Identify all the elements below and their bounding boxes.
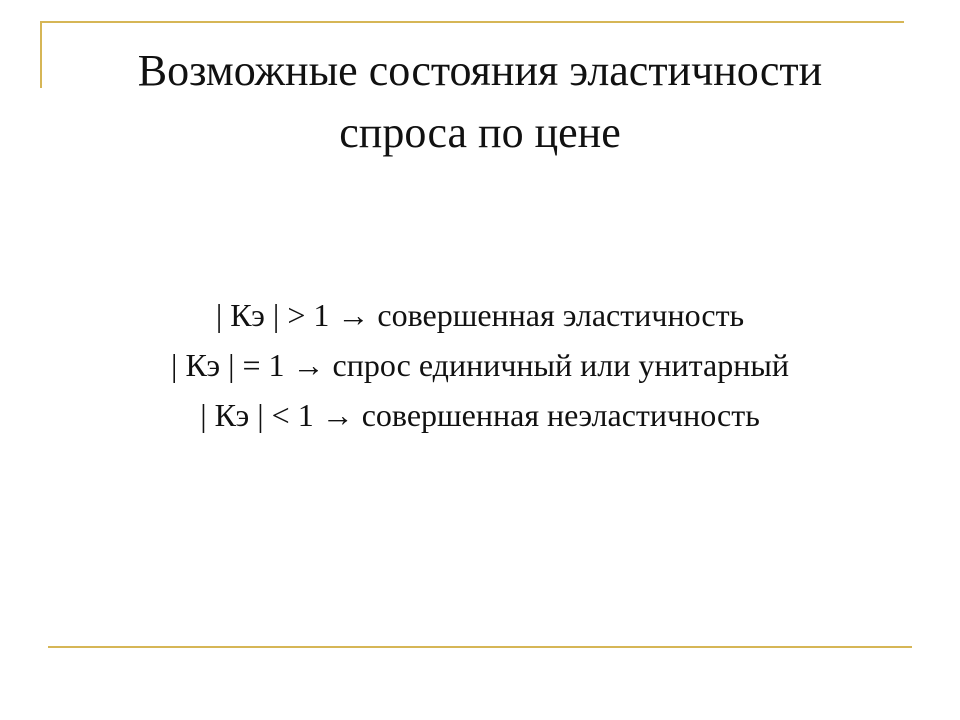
elasticity-line-unitary: | Кэ | = 1 → спрос единичный или унитарный	[171, 347, 789, 383]
slide-title	[60, 40, 900, 164]
slide-body	[60, 290, 900, 440]
top-accent-rule	[40, 21, 904, 23]
elasticity-line-inelastic: | Кэ | < 1 → совершенная неэластичность	[200, 397, 760, 433]
title-line-1: Возможные состояния эластичности	[137, 46, 823, 95]
elasticity-line-elastic: | Кэ | > 1 → совершенная эластичность	[215, 297, 745, 333]
title-line-2: спроса по цене	[339, 108, 621, 157]
bottom-accent-rule	[48, 646, 912, 648]
left-accent-rule	[40, 21, 42, 88]
